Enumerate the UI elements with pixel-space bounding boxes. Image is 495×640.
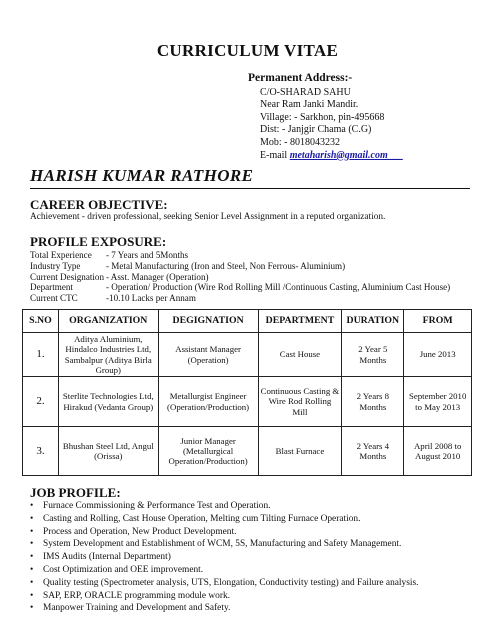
bullet-icon: • — [30, 513, 34, 524]
table-cell: 2. — [23, 377, 59, 427]
table-cell: Aditya Aluminium, Hindalco Industries Ltd, Sambalpur (Aditya Birla Group) — [58, 333, 158, 377]
profile-key: Current Designation — [30, 271, 104, 282]
bullet-icon: • — [30, 539, 34, 550]
list-item-text: System Development and Establishment of WCM, 5S, Manufacturing and Safety Management. — [43, 539, 402, 550]
column-header: DURATION — [342, 310, 404, 333]
career-objective-heading: CAREER OBJECTIVE: — [30, 197, 168, 212]
table-cell: 1. — [23, 333, 59, 377]
profile-exposure-heading: PROFILE EXPOSURE: — [30, 234, 167, 249]
list-item-text: Quality testing (Spectrometer analysis, UTS, Elongation, Conductivity testing) and Failure analysis. — [43, 577, 419, 588]
profile-key: Industry Type — [30, 260, 81, 271]
email-line — [248, 150, 403, 163]
name-divider — [30, 188, 470, 189]
list-item-text: SAP, ERP, ORACLE programming module work. — [43, 590, 230, 601]
table-cell: April 2008 to August 2010 — [404, 427, 472, 476]
mobile-number: Mob: - 8018043232 — [260, 136, 340, 148]
profile-key: Current CTC — [30, 293, 78, 304]
table-cell: 2 Years 8 Months — [342, 377, 404, 427]
list-item — [30, 500, 418, 513]
experience-table — [22, 309, 472, 476]
list-item — [30, 564, 418, 577]
table-cell: 2 Years 4 Months — [342, 427, 404, 476]
job-profile-heading: JOB PROFILE: — [30, 485, 121, 500]
table-cell: Junior Manager (Metallurgical Operation/Production) — [158, 427, 258, 476]
list-item-text: Process and Operation, New Product Development. — [43, 526, 237, 537]
table-cell: 3. — [23, 427, 59, 476]
profile-exposure-list — [30, 250, 450, 304]
document-title: CURRICULUM VITAE — [156, 41, 339, 60]
bullet-icon: • — [30, 564, 34, 575]
table-cell: Blast Furnace — [258, 427, 342, 476]
address-line: C/O-SHARAD SAHU — [260, 86, 351, 98]
list-item-text: IMS Audits (Internal Department) — [43, 552, 171, 563]
column-header: DEGIGNATION — [158, 310, 258, 333]
profile-value: - 7 Years and 5Months — [106, 250, 189, 260]
bullet-icon: • — [30, 552, 34, 563]
table-cell: Continuous Casting & Wire Rod Rolling Mill — [258, 377, 342, 427]
table-cell: Assistant Manager (Operation) — [158, 333, 258, 377]
table-cell: September 2010 to May 2013 — [404, 377, 472, 427]
column-header: DEPARTMENT — [258, 310, 342, 333]
profile-key: Total Experience — [30, 250, 92, 260]
list-item — [30, 513, 418, 526]
list-item — [30, 602, 418, 615]
address-line: Village: - Sarkhon, pin-495668 — [260, 111, 385, 123]
column-header: S.NO — [23, 310, 59, 333]
candidate-name: HARISH KUMAR RATHORE — [30, 166, 254, 185]
address-line: Dist: - Janjgir Chama (C.G) — [260, 124, 372, 136]
list-item — [30, 551, 418, 564]
table-cell: Sterlite Technologies Ltd, Hirakud (Vedanta Group) — [58, 377, 158, 427]
career-objective-text: Achievement - driven professional, seeking Senior Level Assignment in a reputed organization. — [30, 212, 386, 222]
list-item — [30, 526, 418, 539]
bullet-icon: • — [30, 590, 34, 601]
email-link[interactable]: metaharish@gmail.com___ — [289, 149, 403, 161]
email-label: E-mail — [260, 149, 290, 161]
table-header-row — [23, 310, 472, 333]
list-item-text: Casting and Rolling, Cast House Operation, Melting cum Tilting Furnace Operation. — [43, 513, 361, 524]
table-row — [23, 377, 472, 427]
profile-value: -10.10 Lacks per Annam — [106, 293, 196, 304]
column-header: ORGANIZATION — [58, 310, 158, 333]
profile-row — [30, 261, 450, 272]
address-heading: Permanent Address:- — [248, 72, 353, 84]
table-row — [23, 333, 472, 377]
list-item-text: Furnace Commissioning & Performance Test and Operation. — [43, 501, 271, 511]
profile-row — [30, 282, 450, 293]
list-item-text: Cost Optimization and OEE improvement. — [43, 564, 204, 575]
bullet-icon: • — [30, 501, 34, 511]
profile-row — [30, 293, 450, 304]
table-cell: June 2013 — [404, 333, 472, 377]
table-row — [23, 427, 472, 476]
list-item-text: Manpower Training and Development and Safety. — [43, 603, 231, 614]
list-item — [30, 538, 418, 551]
profile-value: - Operation/ Production (Wire Rod Rolling Mill /Continuous Casting, Aluminium Cast House) — [106, 282, 451, 293]
address-line: Near Ram Janki Mandir. — [260, 99, 359, 111]
list-item — [30, 590, 418, 603]
profile-value: - Asst. Manager (Operation) — [106, 271, 209, 282]
table-cell: Metallurgist Engineer (Operation/Production) — [158, 377, 258, 427]
bullet-icon: • — [30, 577, 34, 588]
permanent-address-block — [248, 72, 403, 162]
profile-row — [30, 250, 450, 261]
list-item — [30, 577, 418, 590]
profile-value: - Metal Manufacturing (Iron and Steel, Non Ferrous- Aluminium) — [106, 260, 346, 271]
job-profile-list — [30, 500, 418, 615]
bullet-icon: • — [30, 526, 34, 537]
table-cell: Cast House — [258, 333, 342, 377]
table-cell: Bhushan Steel Ltd, Angul (Orissa) — [58, 427, 158, 476]
bullet-icon: • — [30, 603, 34, 614]
table-cell: 2 Year 5 Months — [342, 333, 404, 377]
profile-key: Department — [30, 282, 73, 293]
column-header: FROM — [404, 310, 472, 333]
profile-row — [30, 272, 450, 283]
